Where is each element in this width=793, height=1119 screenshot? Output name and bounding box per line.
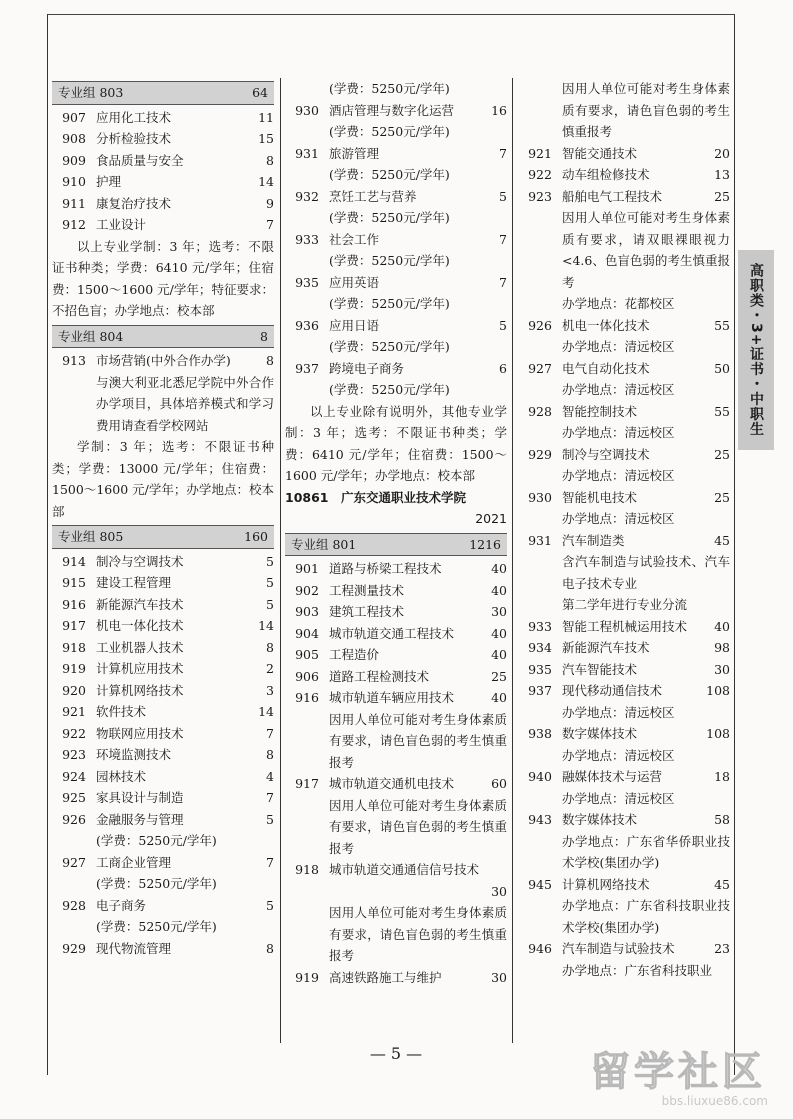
text-field: 919	[295, 969, 319, 985]
major-list	[52, 107, 274, 236]
major-list	[52, 551, 274, 809]
major-code: 934	[528, 640, 552, 655]
major-name: 建筑工程技术	[329, 604, 405, 619]
major-name: 工程测量技术	[329, 582, 405, 598]
major-row	[285, 580, 507, 602]
text-field: 8	[266, 940, 274, 956]
text-field: 现代物流管理	[96, 940, 172, 956]
text-field: 16	[491, 102, 507, 118]
major-code: 907	[62, 109, 86, 125]
text-field: 电子商务	[96, 897, 147, 913]
text-field: 7	[266, 854, 274, 870]
major-code: 922	[528, 167, 552, 182]
major-row	[52, 171, 274, 193]
major-num: 25	[714, 188, 730, 204]
text-field: 928	[62, 897, 86, 913]
eye-note: 因用人单位可能对考生身体素质有要求，请双眼裸眼视力<4.6、色盲色弱的考生慎重报考	[562, 210, 730, 290]
major-name: 新能源汽车技术	[562, 640, 650, 655]
major-row	[52, 572, 274, 594]
major-num: 14	[258, 618, 274, 633]
major-code: 923	[528, 188, 552, 204]
major-name: 制冷与空调技术	[96, 553, 184, 569]
major-row	[285, 644, 507, 666]
fee-note: (学费：5250元/学年)	[329, 296, 450, 311]
major-code: 921	[528, 145, 552, 161]
text-field: 917	[295, 776, 319, 791]
text-field: 工商企业管理	[96, 854, 172, 870]
fee-note: (学费：5250元/学年)	[329, 339, 450, 354]
text-field: 943	[528, 812, 552, 827]
health-note: 因用人单位可能对考生身体素质有要求，请色盲色弱的考生慎重报考	[329, 905, 507, 963]
major-row	[52, 128, 274, 150]
major-row	[285, 687, 507, 709]
major-count: 30	[491, 883, 507, 899]
major-code: 925	[62, 790, 86, 805]
text-field: 社会工作	[329, 231, 380, 247]
text-field: 918	[295, 862, 319, 877]
location-note: 办学地点：广东省科技职业技术学校(集团办学)	[562, 898, 730, 935]
major-name: 康复治疗技术	[96, 195, 172, 211]
location-note: 办学地点：清远校区	[562, 468, 675, 483]
text-field: 55	[714, 317, 730, 333]
text-field: 160	[244, 529, 268, 544]
text-field: 55	[714, 403, 730, 419]
major-row	[518, 659, 730, 681]
text-field: 留学社区	[590, 1049, 766, 1095]
location-note: 办学地点：清远校区	[562, 425, 675, 440]
text-field: 数字媒体技术	[562, 812, 638, 827]
text-field: 18	[714, 769, 730, 784]
major-name: 环境监测技术	[96, 747, 172, 762]
text-field: 机电一体化技术	[562, 317, 650, 333]
major-num: 9	[266, 195, 274, 211]
text-field: 58	[714, 812, 730, 827]
major-name: 食品质量与安全	[96, 152, 184, 168]
major-row	[285, 967, 507, 989]
major-row	[285, 358, 507, 380]
major-code: 909	[62, 152, 86, 168]
major-code: 903	[295, 604, 319, 619]
text-field: 64	[252, 85, 268, 100]
group-header	[52, 525, 274, 549]
group-note: 以上专业除有说明外，其他专业学制：3 年；选考：不限证书种类；学费：6410 元/学年；住宿费：1500～1600 元/学年；办学地点：校本部	[285, 403, 507, 483]
text-field: 935	[295, 274, 319, 290]
major-name: 智能交通技术	[562, 145, 638, 161]
text-field: 数字媒体技术	[562, 726, 638, 741]
major-row	[52, 701, 274, 723]
major-num: 15	[258, 131, 274, 146]
major-row	[52, 551, 274, 573]
major-name: 计算机网络技术	[96, 682, 184, 698]
major-name: 建设工程管理	[96, 575, 172, 590]
text-field: 938	[528, 726, 552, 741]
major-row	[52, 658, 274, 680]
major-row	[52, 150, 274, 172]
text-field: 5	[499, 188, 507, 204]
text-field: 913	[62, 353, 86, 368]
major-row	[518, 938, 730, 960]
major-code: 910	[62, 174, 86, 189]
major-row	[285, 100, 507, 122]
major-name: 城市轨道车辆应用技术	[329, 690, 455, 705]
major-num: 30	[491, 604, 507, 619]
text-field: 932	[295, 188, 319, 204]
text-field: 10861	[285, 489, 329, 505]
text-field: 927	[528, 360, 552, 376]
major-name: 动车组检修技术	[562, 167, 650, 182]
major-num: 4	[266, 768, 274, 784]
location-note: 办学地点：清远校区	[562, 790, 675, 806]
major-num: 7	[266, 725, 274, 741]
major-name: 计算机应用技术	[96, 661, 184, 676]
major-code: 905	[295, 647, 319, 662]
text-field: 广东交通职业技术学院	[341, 489, 467, 505]
major-code: 902	[295, 582, 319, 598]
text-field: 30	[491, 969, 507, 985]
major-num: 8	[266, 747, 274, 762]
major-row	[52, 350, 274, 372]
fee-note: (学费：5250元/学年)	[329, 253, 450, 268]
group-header	[285, 533, 507, 557]
major-row	[285, 773, 507, 795]
major-num: 5	[266, 575, 274, 590]
text-field: 融媒体技术与运营	[562, 769, 663, 784]
major-row	[52, 214, 274, 236]
major-row	[518, 487, 730, 509]
major-code: 914	[62, 553, 86, 569]
text-field: bbs.liuxue86.com	[661, 1094, 768, 1108]
text-field: 城市轨道交通通信信号技术	[329, 862, 480, 877]
major-num: 7	[266, 790, 274, 805]
major-code: 917	[62, 618, 86, 633]
major-name: 应用化工技术	[96, 109, 172, 125]
location-note: 办学地点：广东省华侨职业技术学校(集团办学)	[562, 833, 730, 870]
major-code: 904	[295, 625, 319, 641]
major-row	[518, 680, 730, 702]
text-field: 45	[714, 876, 730, 892]
major-num: 11	[258, 109, 274, 125]
major-name: 城市轨道交通工程技术	[329, 625, 455, 641]
location-note: 办学地点：广东省科技职业	[562, 962, 713, 978]
major-num: 40	[491, 625, 507, 641]
major-row	[518, 143, 730, 165]
major-num: 8	[266, 639, 274, 655]
section-side-tab: 高职类・3+证书・中职生	[738, 250, 774, 450]
major-num: 40	[714, 618, 730, 634]
text-field: 936	[295, 317, 319, 333]
text-field: 8	[266, 353, 274, 368]
major-code: 916	[295, 690, 319, 705]
location-note: 办学地点：花都校区	[562, 296, 675, 311]
major-row	[52, 723, 274, 745]
major-name: 道路与桥梁工程技术	[329, 561, 442, 576]
text-field: 8	[260, 328, 268, 344]
text-field: 25	[714, 489, 730, 505]
text-field: 945	[528, 876, 552, 892]
major-note: 含汽车制造与试验技术、汽车电子技术专业	[562, 554, 730, 591]
major-row	[52, 680, 274, 702]
institution-count: 2021	[475, 511, 507, 526]
major-name: 家具设计与制造	[96, 790, 184, 805]
major-code: 911	[62, 195, 86, 211]
column-3	[518, 78, 730, 981]
major-name: 分析检验技术	[96, 131, 172, 146]
major-num: 13	[714, 167, 730, 182]
major-row	[518, 358, 730, 380]
text-field: 929	[62, 940, 86, 956]
text-field: 50	[714, 360, 730, 376]
major-note: 与澳大利亚北悉尼学院中外合作办学项目，具体培养模式和学习费用请查看学校网站	[96, 374, 274, 433]
text-field: 烹饪工艺与营养	[329, 188, 417, 204]
major-row	[518, 874, 730, 896]
major-row	[52, 594, 274, 616]
location-note: 办学地点：清远校区	[562, 382, 675, 397]
column-divider	[512, 78, 513, 1043]
fee-note: (学费：5250元/学年)	[329, 382, 450, 397]
text-field: 926	[528, 317, 552, 333]
text-field: 汽车制造类	[562, 532, 625, 548]
major-row	[52, 938, 274, 960]
major-row	[52, 852, 274, 874]
text-field: 6	[499, 360, 507, 376]
text-field: 927	[62, 854, 86, 870]
major-row	[285, 601, 507, 623]
major-num: 98	[714, 640, 730, 655]
major-code: 935	[528, 661, 552, 677]
major-row	[52, 193, 274, 215]
major-num: 25	[491, 668, 507, 684]
major-row	[52, 809, 274, 831]
major-code: 920	[62, 682, 86, 698]
fee-note: (学费：5250元/学年)	[329, 210, 450, 225]
major-code: 915	[62, 575, 86, 590]
fee-note: (学费：5250元/学年)	[329, 167, 450, 182]
major-row	[518, 766, 730, 788]
major-num: 14	[258, 704, 274, 719]
text-field: 专业组 804	[58, 328, 124, 344]
major-row	[518, 401, 730, 423]
text-field: 高速铁路施工与维护	[329, 969, 442, 985]
major-name: 船舶电气工程技术	[562, 188, 663, 204]
text-field: 应用英语	[329, 274, 380, 290]
major-row	[518, 315, 730, 337]
major-row	[52, 744, 274, 766]
major-row	[52, 107, 274, 129]
major-code: 922	[62, 725, 86, 741]
major-code: 906	[295, 668, 319, 684]
major-num: 40	[491, 561, 507, 576]
major-num: 40	[491, 582, 507, 598]
text-field: 7	[499, 274, 507, 290]
group-header	[52, 325, 274, 349]
text-field: 金融服务与管理	[96, 811, 184, 827]
major-row	[285, 558, 507, 580]
major-name: 工业机器人技术	[96, 639, 184, 655]
major-code: 924	[62, 768, 86, 784]
text-field: 930	[295, 102, 319, 118]
major-row	[518, 164, 730, 186]
text-field: 928	[528, 403, 552, 419]
major-num: 7	[266, 217, 274, 232]
text-field: 108	[706, 683, 730, 698]
major-name: 护理	[96, 174, 122, 189]
major-num: 40	[491, 647, 507, 662]
group-header	[52, 81, 274, 105]
major-name: 工程造价	[329, 647, 380, 662]
text-field: 制冷与空调技术	[562, 446, 650, 462]
column-1	[52, 78, 274, 959]
text-field: 7	[499, 231, 507, 247]
text-field: 7	[499, 145, 507, 161]
major-code: 919	[62, 661, 86, 676]
major-name: 软件技术	[96, 704, 147, 719]
text-field: 市场营销(中外合作办学)	[96, 353, 231, 368]
text-field: 应用日语	[329, 317, 380, 333]
text-field: 跨境电子商务	[329, 360, 405, 376]
major-row	[285, 666, 507, 688]
group-note: 以上专业学制：3 年；选考：不限证书种类；学费：6410 元/学年；住宿费：1500～1600 元/学年；特征要求：不招色盲；办学地点：校本部	[52, 238, 274, 318]
health-note: 因用人单位可能对考生身体素质有要求，请色盲色弱的考生慎重报考	[329, 797, 507, 856]
text-field: 专业组 805	[58, 529, 124, 544]
institution-heading	[285, 487, 507, 509]
major-num: 14	[258, 174, 274, 189]
major-num: 30	[714, 661, 730, 677]
text-field: 5	[499, 317, 507, 333]
major-name: 机电一体化技术	[96, 618, 184, 633]
major-num: 20	[714, 145, 730, 161]
text-field: 智能控制技术	[562, 403, 638, 419]
text-field: 926	[62, 811, 86, 827]
text-field: 946	[528, 941, 552, 956]
text-field: 931	[528, 532, 552, 548]
text-field: 现代移动通信技术	[562, 683, 663, 698]
major-row	[518, 637, 730, 659]
major-row	[518, 723, 730, 745]
major-name: 汽车智能技术	[562, 661, 638, 677]
major-name: 智能工程机械运用技术	[562, 618, 688, 634]
location-note: 办学地点：清远校区	[562, 511, 675, 526]
group-note: 学制：3 年；选考：不限证书种类；学费：13000 元/学年；住宿费：1500～1600 元/学年；办学地点：校本部	[52, 439, 274, 519]
major-num: 40	[491, 690, 507, 705]
text-field: 电气自动化技术	[562, 360, 650, 376]
text-field: 汽车制造与试验技术	[562, 941, 675, 956]
text-field: 专业组 801	[291, 536, 357, 552]
text-field: 933	[295, 231, 319, 247]
location-note: 办学地点：清远校区	[562, 339, 675, 354]
major-code: 912	[62, 217, 86, 232]
text-field: 937	[528, 683, 552, 698]
major-num: 3	[266, 682, 274, 698]
major-row	[52, 615, 274, 637]
major-code: 908	[62, 131, 86, 146]
text-field: 5	[266, 897, 274, 913]
text-field: 60	[491, 776, 507, 791]
major-code: 901	[295, 561, 319, 576]
major-name: 工业设计	[96, 217, 147, 232]
text-field: 930	[528, 489, 552, 505]
text-field: 计算机网络技术	[562, 876, 650, 892]
major-name: 新能源汽车技术	[96, 596, 184, 612]
text-field: 25	[714, 446, 730, 462]
text-field: 旅游管理	[329, 145, 380, 161]
major-num: 8	[266, 152, 274, 168]
column-divider	[280, 78, 281, 1043]
page-number: — 5 —	[369, 1044, 423, 1063]
text-field: 940	[528, 769, 552, 784]
fee-note: (学费：5250元/学年)	[96, 919, 217, 934]
major-num: 5	[266, 553, 274, 569]
location-note: 办学地点：清远校区	[562, 704, 675, 720]
column-2	[285, 78, 507, 988]
major-row	[52, 637, 274, 659]
text-field: 1216	[469, 536, 501, 552]
major-row	[285, 186, 507, 208]
text-field: 929	[528, 446, 552, 462]
text-field: 23	[714, 941, 730, 956]
major-row	[518, 809, 730, 831]
major-row	[285, 315, 507, 337]
major-row	[285, 859, 507, 881]
major-code: 921	[62, 704, 86, 719]
major-row	[285, 623, 507, 645]
major-code: 916	[62, 596, 86, 612]
major-name: 道路工程检测技术	[329, 668, 430, 684]
major-row	[518, 444, 730, 466]
major-row	[285, 272, 507, 294]
text-field: 酒店管理与数字化运营	[329, 102, 455, 118]
major-row	[52, 895, 274, 917]
major-row	[52, 787, 274, 809]
major-row	[518, 616, 730, 638]
health-note: 因用人单位可能对考生身体素质有要求，请色盲色弱的考生慎重报考	[329, 711, 507, 770]
text-field: 45	[714, 532, 730, 548]
major-row	[518, 186, 730, 208]
major-code: 933	[528, 618, 552, 634]
location-note: 办学地点：清远校区	[562, 747, 675, 763]
major-list	[285, 558, 507, 709]
major-name: 园林技术	[96, 768, 147, 784]
fee-note: (学费：5250元/学年)	[96, 876, 217, 891]
text-field: 937	[295, 360, 319, 376]
fee-note: (学费：5250元/学年)	[329, 81, 450, 96]
major-row	[518, 530, 730, 552]
major-list	[518, 616, 730, 681]
major-code: 918	[62, 639, 86, 655]
major-row	[285, 143, 507, 165]
major-code: 923	[62, 747, 86, 762]
fee-note: (学费：5250元/学年)	[96, 833, 217, 848]
text-field: 5	[266, 811, 274, 827]
major-row	[285, 229, 507, 251]
major-list	[518, 143, 730, 208]
major-note: 第二学年进行专业分流	[562, 597, 688, 612]
fee-note: (学费：5250元/学年)	[329, 124, 450, 139]
major-name: 物联网应用技术	[96, 725, 184, 741]
text-field: 108	[706, 726, 730, 741]
text-field: 智能机电技术	[562, 489, 638, 505]
health-note: 因用人单位可能对考生身体素质有要求，请色盲色弱的考生慎重报考	[562, 81, 730, 139]
text-field: 城市轨道交通机电技术	[329, 776, 455, 791]
text-field: 931	[295, 145, 319, 161]
major-num: 5	[266, 596, 274, 612]
major-row	[52, 766, 274, 788]
watermark-logo	[590, 1050, 790, 1116]
text-field: 专业组 803	[58, 85, 124, 100]
major-num: 2	[266, 661, 274, 676]
